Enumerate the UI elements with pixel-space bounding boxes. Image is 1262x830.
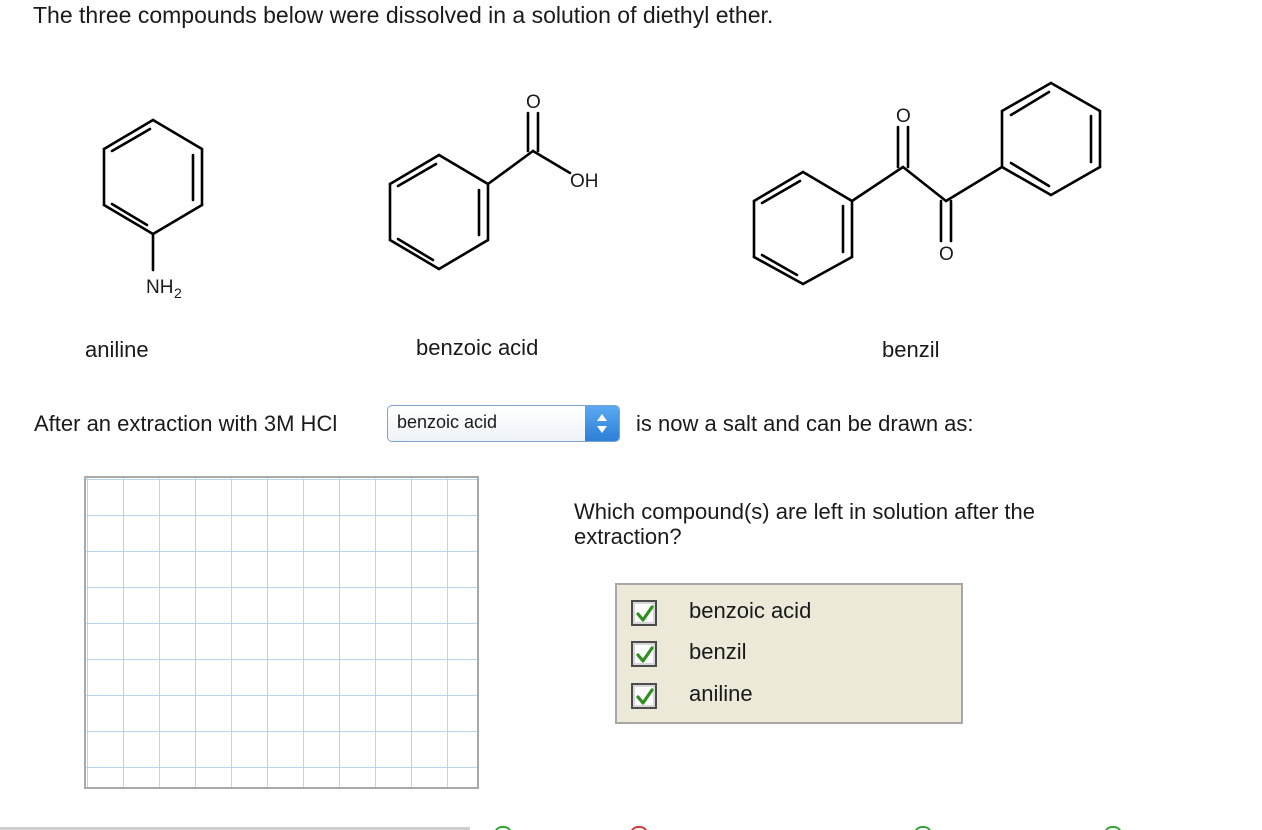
aniline-subscript: 2 bbox=[174, 285, 182, 301]
checkbox[interactable] bbox=[631, 683, 657, 709]
select-arrows-icon[interactable] bbox=[585, 406, 619, 441]
checkbox[interactable] bbox=[631, 641, 657, 667]
checkmark-icon bbox=[634, 603, 656, 625]
extraction-prompt-suffix: is now a salt and can be drawn as: bbox=[636, 411, 974, 436]
checkmark-icon bbox=[634, 644, 656, 666]
benzoic-acid-oh-label: OH bbox=[570, 171, 599, 192]
drawing-canvas[interactable] bbox=[84, 476, 479, 789]
benzil-bottom-o: O bbox=[939, 244, 954, 265]
benzoic-acid-structure-icon bbox=[380, 85, 620, 285]
status-dot-icon bbox=[494, 826, 512, 830]
aniline-label: aniline bbox=[85, 337, 149, 362]
aniline-structure-icon bbox=[90, 110, 220, 310]
benzil-structure-icon bbox=[740, 75, 1120, 295]
status-dot-icon bbox=[1104, 826, 1122, 830]
question-intro: The three compounds below were dissolved in a solution of diethyl ether. bbox=[33, 2, 774, 28]
benzil-top-o: O bbox=[896, 106, 911, 127]
benzoic-acid-label: benzoic acid bbox=[416, 335, 539, 360]
checkbox[interactable] bbox=[631, 600, 657, 626]
compound-select-value: benzoic acid bbox=[397, 412, 498, 432]
benzil-label: benzil bbox=[882, 337, 940, 362]
remaining-question: Which compound(s) are left in solution after the extraction? bbox=[574, 499, 1036, 549]
checkmark-icon bbox=[634, 686, 656, 708]
benzoic-acid-carbonyl-o: O bbox=[526, 92, 541, 113]
status-dot-icon bbox=[914, 826, 932, 830]
extraction-prompt: After an extraction with 3M HCl bbox=[34, 411, 338, 436]
option-label: benzil bbox=[689, 639, 747, 664]
option-label: aniline bbox=[689, 681, 753, 706]
answer-options bbox=[615, 583, 963, 724]
aniline-nh-label: NH bbox=[146, 277, 174, 298]
status-dot-icon bbox=[630, 826, 648, 830]
option-label: benzoic acid bbox=[689, 598, 812, 623]
compound-select[interactable] bbox=[387, 405, 620, 442]
